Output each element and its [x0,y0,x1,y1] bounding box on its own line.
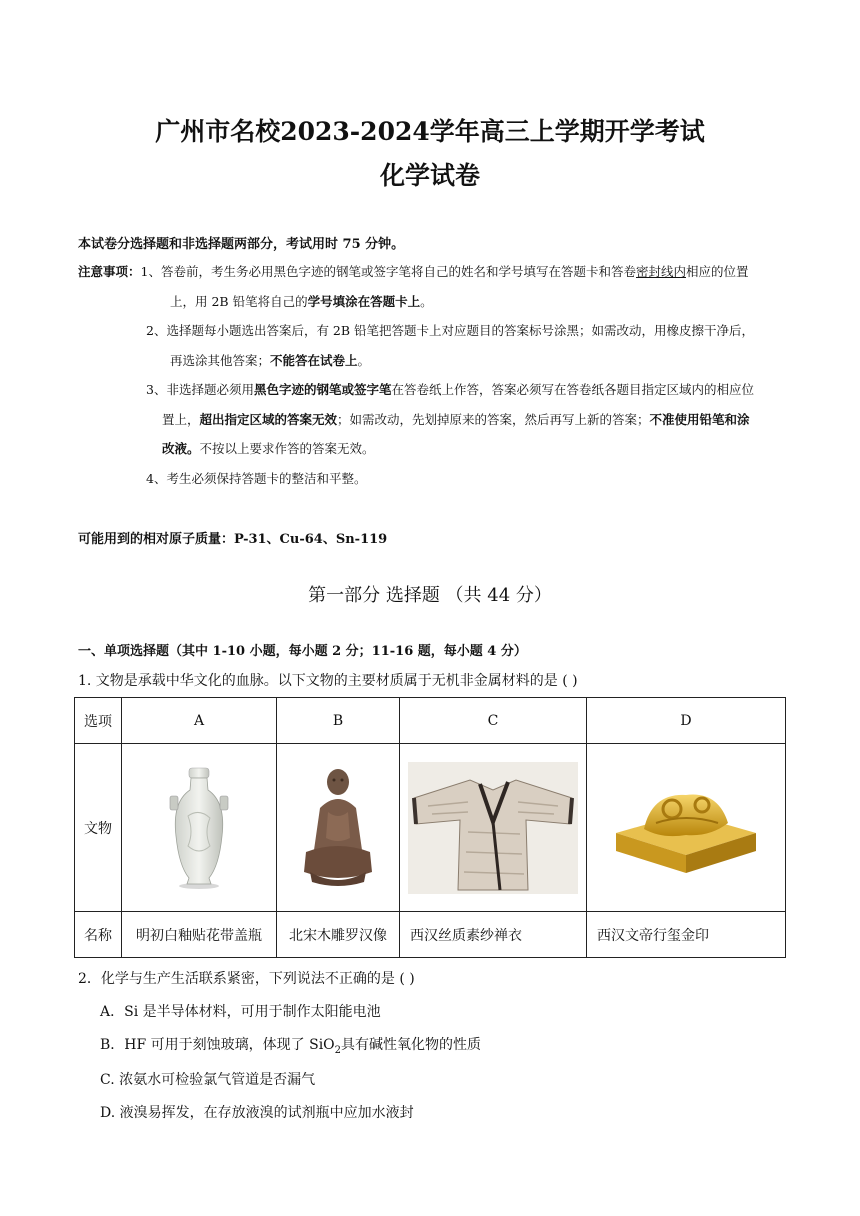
silk-robe-image [400,744,587,912]
notes-label: 注意事项： [78,264,141,279]
page-subtitle: 化学试卷 [379,161,480,190]
q2-stem: 2．化学与生产生活联系紧密，下列说法不正确的是 ( ) [78,971,415,987]
artifact-name: 西汉丝质素纱禅衣 [400,912,587,958]
artifact-name: 北宋木雕罗汉像 [277,912,400,958]
section-title: 第一部分 选择题 （共 44 分） [308,585,552,606]
q2-option-a: A．Si 是半导体材料，可用于制作太阳能电池 [100,1004,381,1020]
q1-table [74,697,786,958]
header-cell: B [277,698,400,744]
exam-intro: 本试卷分选择题和非选择题两部分，考试用时 75 分钟。 [78,237,405,252]
part-one-heading: 一、单项选择题（其中 1-10 小题，每小题 2 分；11-16 题，每小题 4 分） [78,644,527,659]
header-cell: 选项 [75,698,122,744]
artifact-name: 明初白釉贴花带盖瓶 [122,912,277,958]
arhat-statue-image [277,744,400,912]
row-label: 名称 [75,912,122,958]
note-3-line-2: 置上，超出指定区域的答案无效；如需改动，先划掉原来的答案，然后再写上新的答案；不准使用铅笔和涂 [162,412,750,427]
note-1-line-1: 注意事项：1、答卷前，考生务必用黑色字迹的钢笔或签字笔将自己的姓名和学号填写在答题卡和答卷密封线内相应的位置 [78,264,749,279]
atomic-mass: 可能用到的相对原子质量：P-31、Cu-64、Sn-119 [78,532,388,547]
header-cell: A [122,698,277,744]
page-title: 广州市名校2023-2024学年高三上学期开学考试 [155,117,705,146]
note-4: 4、考生必须保持答题卡的整洁和平整。 [146,471,367,486]
table-header-row [75,698,786,744]
note-3-line-3: 改液。不按以上要求作答的答案无效。 [162,441,375,456]
table-name-row [75,912,786,958]
header-cell: D [587,698,786,744]
note-1-line-2: 上，用 2B 铅笔将自己的学号填涂在答题卡上。 [170,294,433,309]
q1-stem: 1. 文物是承载中华文化的血脉。以下文物的主要材质属于无机非金属材料的是 ( ) [78,673,578,689]
note-3-line-1: 3、非选择题必须用黑色字迹的钢笔或签字笔在答卷纸上作答，答案必须写在答卷纸各题目指定区域内的相应位 [146,382,754,397]
q2-option-c: C. 浓氨水可检验氯气管道是否漏气 [100,1072,316,1088]
vase-image [122,744,277,912]
note-2-line-2: 再选涂其他答案；不能答在试卷上。 [170,353,371,368]
note-2-line-1: 2、选择题每小题选出答案后，有 2B 铅笔把答题卡上对应题目的答案标号涂黑；如需改动，用橡皮擦干净后， [146,323,755,338]
header-cell: C [400,698,587,744]
table-image-row [75,744,786,912]
q2-option-d: D. 液溴易挥发，在存放液溴的试剂瓶中应加水液封 [100,1105,414,1121]
artifact-name: 西汉文帝行玺金印 [587,912,786,958]
row-label: 文物 [75,744,122,912]
q2-option-b: B．HF 可用于刻蚀玻璃，体现了 SiO$_2$具有碱性氧化物的性质 [100,1037,482,1056]
gold-seal-image [587,744,786,912]
